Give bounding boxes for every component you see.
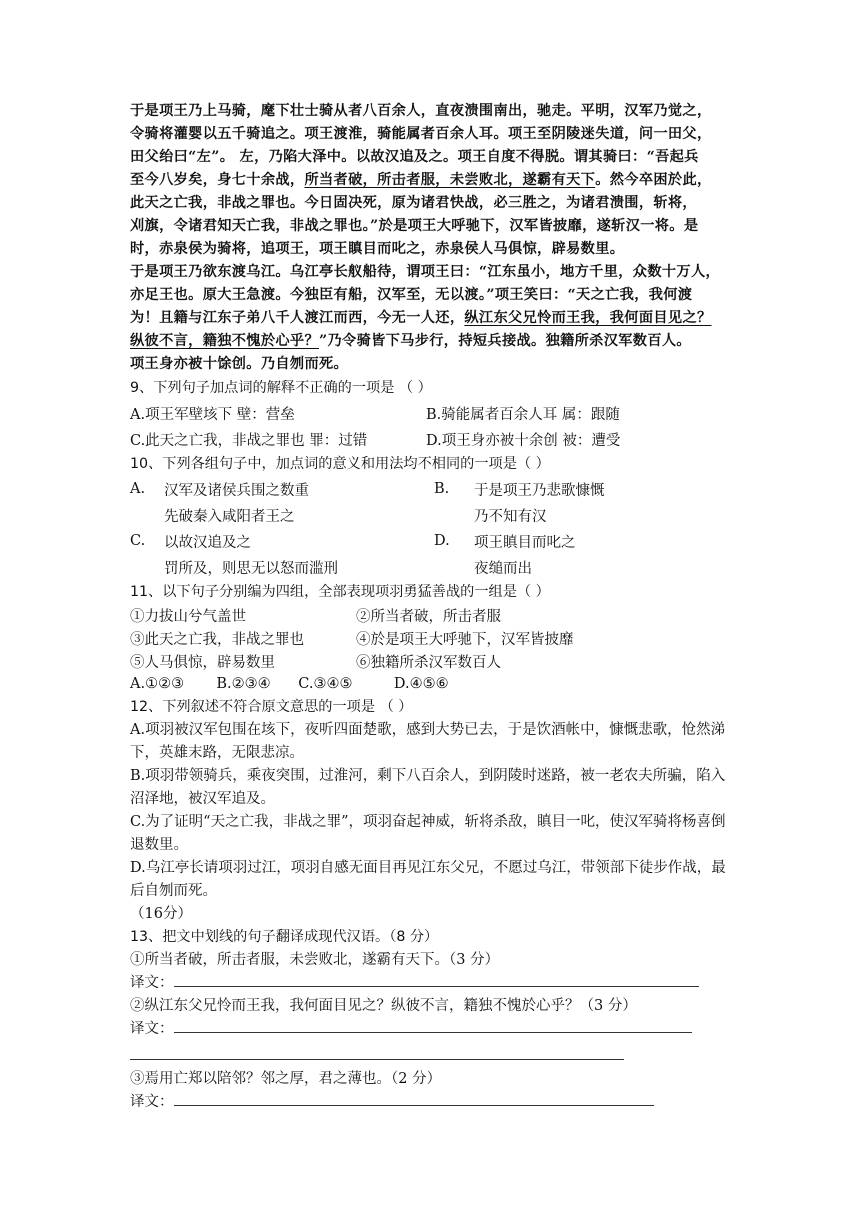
option-b-label[interactable]: B. xyxy=(434,481,450,497)
answer-blank-continued[interactable] xyxy=(130,1043,624,1060)
question-11-choices[interactable]: A.①②③ B.②③④ C.③④⑤ D.④⑤⑥ xyxy=(130,676,449,692)
item-3: ③此天之亡我，非战之罪也 xyxy=(130,632,304,648)
passage-line: 刈旗，令诸君知天亡我，非战之罪也。”於是项王大呼驰下，汉军皆披靡，遂斩汉一将。是 xyxy=(130,218,699,234)
passage-line xyxy=(130,169,736,192)
option-c[interactable]: C.为了证明“天之亡我，非战之罪”，项羽奋起神威，斩将杀敌，瞋目一叱，使汉军骑将杨喜倒退数里。 xyxy=(130,814,726,853)
question-12-stem: 12、下列叙述不符合原文意思的一项是 （ ） xyxy=(130,699,413,715)
question-10-row xyxy=(130,476,736,502)
passage-line xyxy=(130,307,736,330)
section-score: （16分） xyxy=(130,906,192,922)
option-d-sentence-1: 项王瞋目而叱之 xyxy=(474,534,576,551)
question-10-row xyxy=(130,554,736,580)
question-9-options-row xyxy=(130,426,736,452)
item-6: ⑥独籍所杀汉军数百人 xyxy=(356,655,501,671)
item-1: ①力拔山兮气盖世 xyxy=(130,609,246,625)
option-b[interactable]: B.骑能属者百余人耳 属：跟随 xyxy=(426,406,620,423)
passage-text: 。然今卒困於此， xyxy=(595,172,712,188)
answer-blank[interactable] xyxy=(174,1091,654,1106)
option-b-sentence-1: 于是项王乃悲歌慷慨 xyxy=(474,482,605,499)
option-d-sentence-2: 夜缒而出 xyxy=(474,560,532,577)
translation-sentence-1: ①所当者破，所击者服，未尝败北，遂霸有天下。（3 分） xyxy=(130,952,500,968)
answer-label: 译文： xyxy=(130,1094,174,1110)
answer-blank[interactable] xyxy=(174,1018,692,1033)
question-10-row xyxy=(130,528,736,554)
answer-blank[interactable] xyxy=(174,972,699,987)
translation-sentence-3: ③焉用亡郑以陪邻？邻之厚，君之薄也。（2 分） xyxy=(130,1071,442,1087)
question-9-stem: 9、下列句子加点词的解释不正确的一项是 （ ） xyxy=(130,380,432,396)
question-11-items-row xyxy=(130,650,736,673)
passage-line: 时，赤泉侯为骑将，追项王，项王瞋目而叱之，赤泉侯人马俱惊，辟易数里。 xyxy=(130,241,625,257)
passage-text: 至今八岁矣，身七十余战， xyxy=(130,172,305,188)
answer-label: 译文： xyxy=(130,1021,174,1037)
answer-line-2[interactable] xyxy=(130,1018,736,1041)
passage-line: 此天之亡我，非战之罪也。今日固决死，原为诸君快战，必三胜之，为诸君溃围，斩将， xyxy=(130,195,697,211)
exam-page xyxy=(130,100,736,1114)
question-11-items-row xyxy=(130,604,736,627)
passage-text: 为！且籍与江东子弟八千人渡江而西，今无一人还， xyxy=(130,310,465,326)
item-2: ②所当者破，所击者服 xyxy=(356,609,501,625)
reading-passage xyxy=(130,100,736,376)
question-9-options-row xyxy=(130,400,736,426)
option-a[interactable]: A.项王军壁垓下 壁：营垒 xyxy=(130,406,295,423)
passage-line xyxy=(130,330,736,353)
option-b[interactable]: B.项羽带领骑兵，乘夜突围，过淮河，剩下八百余人，到阴陵时迷路，被一老农夫所骗，陷入沼泽地，被汉军追及。 xyxy=(130,768,726,807)
question-11-stem: 11、以下句子分别编为四组，全部表现项羽勇猛善战的一组是（ ） xyxy=(130,584,550,600)
passage-line: 项王身亦被十馀创。乃自刎而死。 xyxy=(130,356,349,372)
option-c-sentence-1: 以故汉追及之 xyxy=(164,534,251,551)
passage-line: 亦足王也。原大王急渡。今独臣有船，汉军至，无以渡。”项王笑曰：“天之亡我，我何渡 xyxy=(130,287,693,303)
item-5: ⑤人马俱惊，辟易数里 xyxy=(130,655,275,671)
passage-line: 于是项王乃上马骑，麾下壮士骑从者八百余人，直夜溃围南出，驰走。平明，汉军乃觉之， xyxy=(130,103,712,119)
answer-line-1[interactable] xyxy=(130,972,736,995)
item-4: ④於是项王大呼驰下，汉军皆披靡 xyxy=(356,632,574,648)
option-d[interactable]: D.乌江亭长请项羽过江，项羽自感无面目再见江东父兄，不愿过乌江，带领部下徒步作战，最后自刎而死。 xyxy=(130,860,726,899)
underlined-sentence-2b: 纵彼不言，籍独不愧於心乎？ xyxy=(130,333,319,349)
question-13-stem: 13、把文中划线的句子翻译成现代汉语。（8 分） xyxy=(130,929,439,945)
option-a[interactable]: A.项羽被汉军包围在垓下，夜听四面楚歌，感到大势已去，于是饮酒帐中，慷慨悲歌，怆然涕下，英雄末路，无限悲凉。 xyxy=(130,722,726,761)
option-d[interactable]: D.项王身亦被十余创 被：遭受 xyxy=(426,432,621,449)
option-a-label[interactable]: A. xyxy=(130,481,146,497)
option-c-label[interactable]: C. xyxy=(130,533,146,549)
option-b-sentence-2: 乃不知有汉 xyxy=(474,508,547,525)
question-10-stem: 10、下列各组句子中，加点词的意义和用法均不相同的一项是（ ） xyxy=(130,456,550,472)
translation-sentence-2: ②纵江东父兄怜而王我，我何面目见之？纵彼不言，籍独不愧於心乎？（3 分） xyxy=(130,998,637,1014)
passage-text: ”乃令骑皆下马步行，持短兵接战。独籍所杀汉军数百人。 xyxy=(319,333,691,349)
option-a-sentence-1: 汉军及诸侯兵围之数重 xyxy=(164,482,309,499)
question-11-items-row xyxy=(130,627,736,650)
option-d-label[interactable]: D. xyxy=(434,533,450,549)
passage-line: 田父绐曰“左”。 左，乃陷大泽中。以故汉追及之。项王自度不得脱。谓其骑曰：“吾起兵 xyxy=(130,149,699,165)
answer-line-3[interactable] xyxy=(130,1091,736,1114)
passage-line: 令骑将灌婴以五千骑追之。项王渡淮，骑能属者百余人耳。项王至阴陵迷失道，问一田父， xyxy=(130,126,712,142)
option-c[interactable]: C.此天之亡我，非战之罪也 罪：过错 xyxy=(130,432,368,449)
underlined-sentence-1: 所当者破，所击者服，未尝败北，遂霸有天下 xyxy=(304,172,596,188)
option-c-sentence-2: 罚所及，则思无以怒而滥刑 xyxy=(164,560,338,577)
answer-label: 译文： xyxy=(130,975,174,991)
passage-line: 于是项王乃欲东渡乌江。乌江亭长舣船待，谓项王曰：“江东虽小，地方千里，众数十万人， xyxy=(130,264,721,280)
question-10-row xyxy=(130,502,736,528)
underlined-sentence-2a: 纵江东父兄怜而王我，我何面目见之？ xyxy=(464,310,712,326)
option-a-sentence-2: 先破秦入咸阳者王之 xyxy=(164,508,295,525)
